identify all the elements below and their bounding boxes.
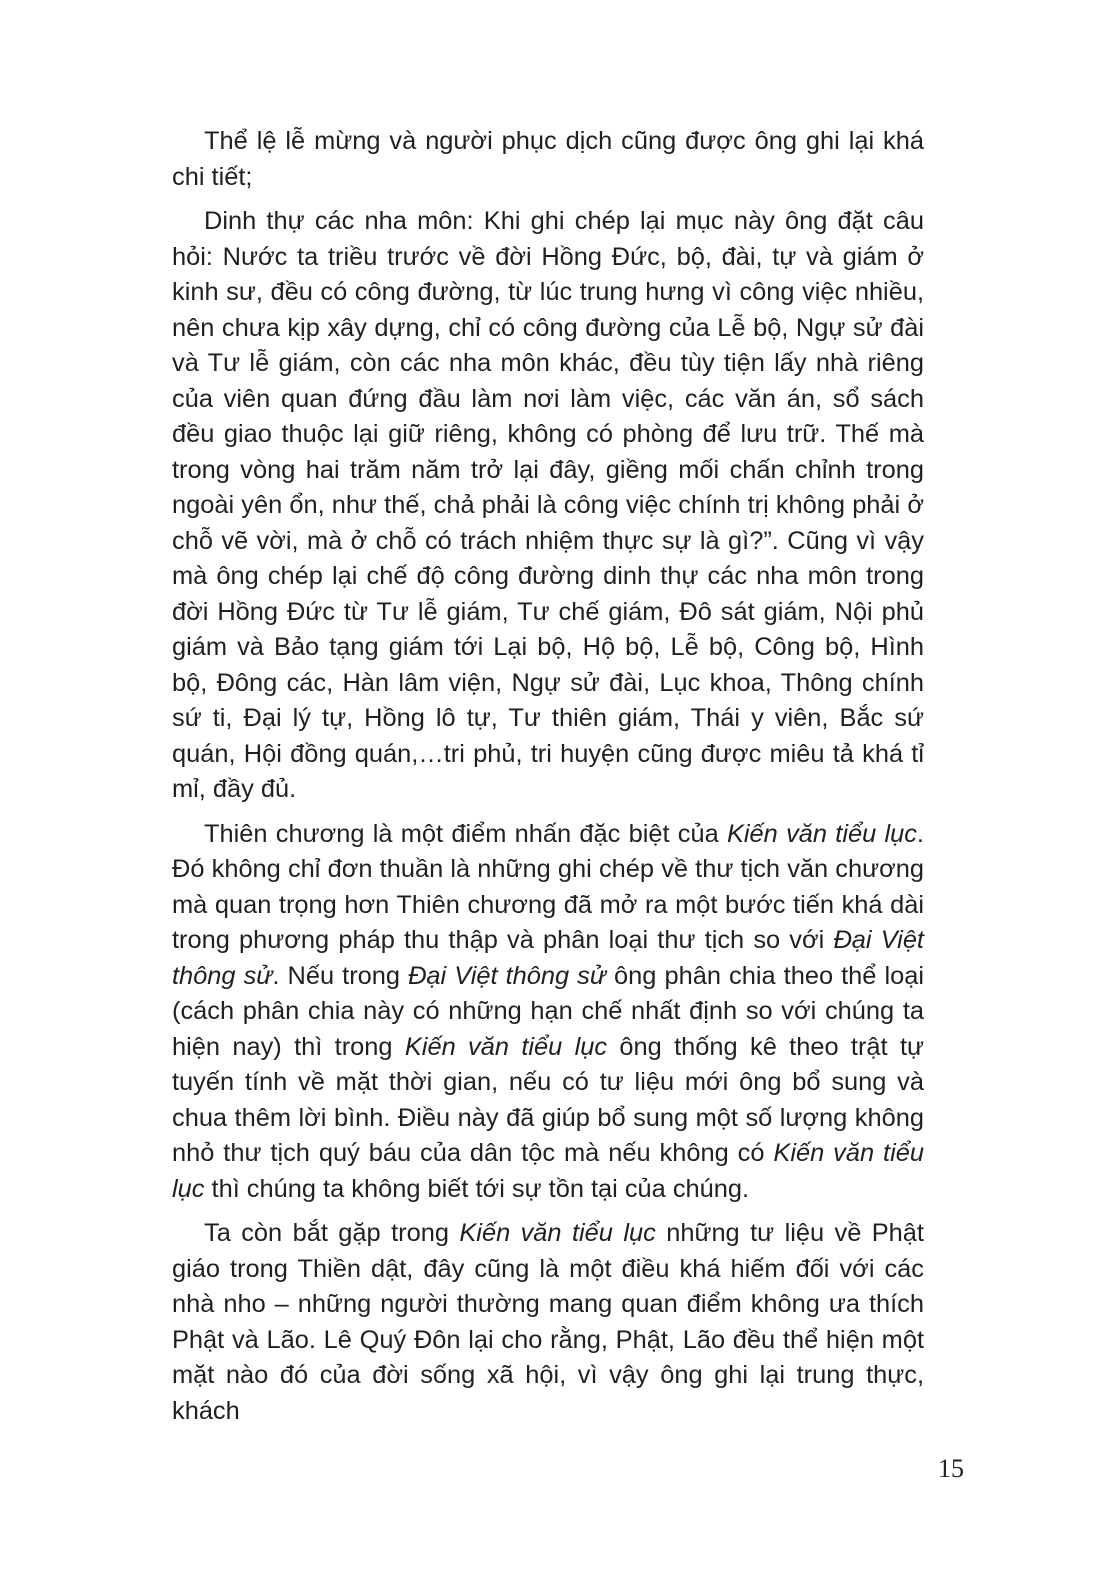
book-title: Kiến văn tiểu lục (404, 1032, 608, 1061)
paragraph-text: ông phân chia theo thể loại (cách phân chia này có những hạn chế nhất định so với chúng ta hiện nay) thì trong (172, 961, 924, 1061)
book-title: Đại Việt thông sử (172, 926, 924, 990)
paragraph-text: Thiên chương là một điểm nhấn đặc biệt của (204, 819, 727, 848)
paragraph-text: ông thống kê theo trật tự tuyến tính về mặt thời gian, nếu có tư liệu mới ông bổ sung và chua thêm lời bình. Điều này đã giúp bổ sung một số lượng không nhỏ thư tịch quý báu của dân tộc mà nếu không có (172, 1032, 924, 1167)
paragraph-text: những tư liệu về Phật giáo trong Thiền dật, đây cũng là một điều khá hiếm đối với các nhà nho – những người thường mang quan điểm không ưa thích Phật và Lão. Lê Quý Đôn lại cho rằng, Phật, Lão đều thể hiện một mặt nào đó của đời sống xã hội, vì vậy ông ghi lại trung thực, khách (172, 1219, 924, 1425)
paragraph (172, 124, 924, 195)
paragraph-text: Thể lệ lễ mừng và người phục dịch cũng được ông ghi lại khá chi tiết; (172, 127, 924, 191)
book-title: Kiến văn tiểu lục (459, 1219, 656, 1247)
paragraph (172, 204, 924, 808)
page-body (172, 124, 924, 1438)
book-title: Đại Việt thông sử (408, 961, 606, 990)
paragraph-text: Dinh thự các nha môn: Khi ghi chép lại mục này ông đặt câu hỏi: Nước ta triều trước về đời Hồng Đức, bộ, đài, tự và giám ở kinh sư, đều có công đường, từ lúc trung hưng vì công việc nhiều, nên chưa kịp xây dựng, chỉ có công đường của Lễ bộ, Ngự sử đài và Tư lễ giám, còn các nha môn khác, đều tùy tiện lấy nhà riêng của viên quan đứng đầu làm nơi làm việc, các văn án, sổ sách đều giao thuộc lại giữ riêng, không có phòng để lưu trữ. Thế mà trong vòng hai trăm năm trở lại đây, giềng mối chấn chỉnh trong ngoài yên ổn, như thế, chả phải là công việc chính trị không phải ở chỗ vẽ vời, mà ở chỗ có trách nhiệm thực sự là gì?”. Cũng vì vậy mà ông chép lại chế độ công đường dinh thự các nha môn trong đời Hồng Đức từ Tư lễ giám, Tư chế giám, Đô sát giám, Nội phủ giám và Bảo tạng giám tới Lại bộ, Hộ bộ, Lễ bộ, Công bộ, Hình bộ, Đông các, Hàn lâm viện, Ngự sử đài, Lục khoa, Thông chính sứ ti, Đại lý tự, Hồng lô tự, Tư thiên giám, Thái y viên, Bắc sứ quán, Hội đồng quán,…tri phủ, tri huyện cũng được miêu tả khá tỉ mỉ, đầy đủ. (172, 207, 924, 803)
paragraph (172, 817, 924, 1208)
book-title: Kiến văn tiểu lục (726, 819, 917, 848)
page-number: 15 (938, 1454, 964, 1483)
paragraph (172, 1216, 924, 1429)
paragraph-text: . Nếu trong (272, 961, 409, 990)
paragraph-text: . Đó không chỉ đơn thuần là những ghi chép về thư tịch văn chương mà quan trọng hơn Thiên chương đã mở ra một bước tiến khá dài trong phương pháp thu thập và phân loại thư tịch so với (172, 819, 924, 954)
paragraph-text: Ta còn bắt gặp trong (204, 1219, 460, 1247)
book-title: Kiến văn tiểu lục (172, 1139, 924, 1203)
paragraph-text: thì chúng ta không biết tới sự tồn tại của chúng. (204, 1174, 750, 1203)
